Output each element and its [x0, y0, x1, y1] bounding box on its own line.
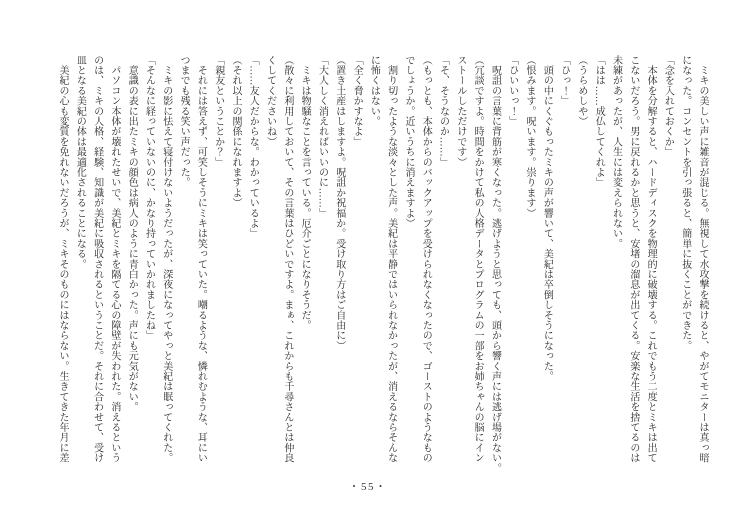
text-line: （散々に利用しておいて、その言葉はひどいですよ。まぁ、これからも千尋さんとは仲良 — [281, 55, 293, 463]
text-line: ミキの影に怯えて寝付けないようだったが、深夜になってやっと美紀は眠ってくれた。 — [160, 55, 172, 463]
text-line: 割り切ったような淡々とした声。美紀は平静ではいられなかったが、消えるならそんな — [385, 55, 397, 463]
page-number: ・55・ — [348, 481, 388, 493]
text-line: 頭の中にくぐもったミキの声が響いて、美紀は卒倒しそうになった。 — [541, 55, 553, 382]
text-line: 未練があったが、人生には変えられない。 — [610, 55, 622, 249]
text-line: （うらめしや） — [575, 55, 587, 127]
text-line: 「ひっ！」 — [558, 55, 570, 106]
text-line: つまでも残る笑い声だった。 — [178, 55, 190, 188]
text-line: （恨みます。呪います。祟ります） — [524, 55, 536, 219]
text-line: 「そんなに経っていないのに、かなり持っていかれましたね」 — [143, 55, 155, 341]
text-line: こないだろう。男に戻れるかと思うと、安堵の溜息が出てくる。安楽な生活を捨てるのは — [627, 55, 639, 463]
text-line: 「はは……成仏してくれよ」 — [593, 55, 605, 188]
text-line: 本体を分解すると、ハードディスクを物理的に破壊する。これでもう二度とミキは出て — [645, 55, 657, 463]
text-line: 美紀の心も変質を免れないだろうが、ミキそのものにはならない。生きてきた年月に差 — [57, 55, 69, 463]
text-line: 呪詛の言葉に背筋が寒くなった。逃げようと思っても、頭から響く声には逃げ場がない。 — [489, 55, 501, 474]
text-line: 意識の表に出たミキの顔色は病人のように青白かった。声にも元気がない。 — [126, 55, 138, 412]
text-line: に怖くはない。 — [368, 55, 380, 127]
text-line: （それ以上の関係になれますよ） — [229, 55, 241, 208]
text-line: 「大人しく消えればいいのに……」 — [316, 55, 328, 219]
text-line: （置き土産はしますよ。呪詛か祝福か。受け取り方はご自由に） — [333, 55, 345, 351]
text-line: パソコン本体が壊れたせいで、美紀とミキを隔てる心の障壁が失われた。消えるという — [108, 55, 120, 463]
text-line: 皿となる美紀の体は最適化されることになる。 — [74, 55, 86, 270]
text-line: でしょうか。近いうちに消えますよ） — [402, 55, 414, 229]
text-line: （冗談ですよ。時間をかけて私の人格データとプログラムの一部をお姉ちゃんの脳にイン — [472, 55, 484, 463]
text-line: 「全く脅かすなよ」 — [351, 55, 363, 147]
text-line: 「念を入れておくか」 — [662, 55, 674, 157]
text-line: ミキは物騒なことを言っている。厄介ごとになりそうだ。 — [299, 55, 311, 331]
text-line: くしてくださいね） — [264, 55, 276, 147]
text-line: 「親友ということか？」 — [212, 55, 224, 168]
text-line: （もっとも、本体からのバックアップを受けられなくなったので、ゴーストのようなもの — [420, 55, 432, 463]
text-line: 「そ、そうなのか……」 — [437, 55, 449, 168]
vertical-text-block — [54, 55, 711, 473]
text-line: それには答えず、可笑しそうにミキは笑っていた。嘲るような、憐れむような、耳にい — [195, 55, 207, 463]
text-line: 「……友人だからな。わかっているよ」 — [247, 55, 259, 239]
text-line: ミキの美しい声に雑音が混じる。無視して水攻撃を続けると、やがてモニターは真っ暗 — [697, 55, 708, 463]
text-line: 「ひいいっ！」 — [506, 55, 518, 127]
text-line: になった。コンセントを引っ張ると、簡単に抜くことができた。 — [679, 55, 691, 351]
text-line: ストールしただけです） — [454, 55, 466, 168]
text-line: のは、ミキの人格、経験、知識が美紀に吸収されるということだ。それに合わせて、受け — [91, 55, 103, 463]
